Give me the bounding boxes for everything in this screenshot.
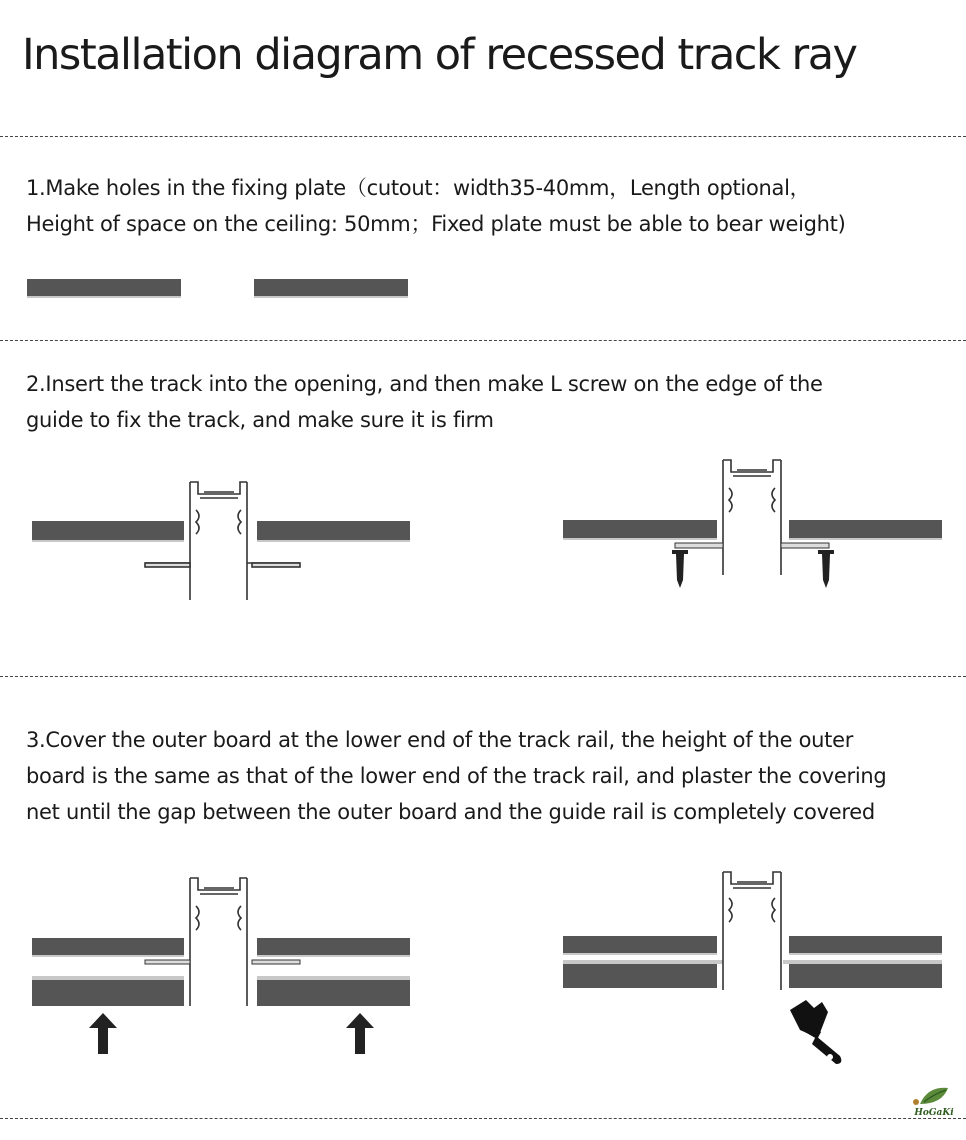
step-2-line-2: guide to fix the track, and make sure it is firm: [26, 408, 494, 432]
step-2-line-1: 2.Insert the track into the opening, and then make L screw on the edge of the: [26, 372, 823, 396]
step-1-line-1: 1.Make holes in the fixing plate（cutout：width35-40mm，Length optional，: [26, 176, 811, 200]
fixing-plate-right: [254, 279, 408, 296]
fixing-plate-left: [27, 279, 181, 296]
screw-icon: [818, 550, 834, 588]
step-2-text: [26, 366, 956, 438]
outer-board-diagram: [32, 878, 410, 1054]
step-3-text: [26, 722, 956, 830]
step-1-line-2: Height of space on the ceiling: 50mm；Fixed plate must be able to bear weight): [26, 212, 846, 236]
step-3-line-3: net until the gap between the outer board and the guide rail is completely covered: [26, 800, 875, 824]
plaster-covering-diagram: [563, 872, 942, 1064]
track-inserted-diagram: [32, 482, 410, 600]
divider: [0, 136, 966, 137]
divider: [0, 340, 966, 341]
page-title: Installation diagram of recessed track ray: [22, 30, 857, 80]
divider: [0, 676, 966, 677]
arrow-up-icon: [89, 1013, 117, 1054]
divider: [0, 1118, 966, 1119]
brand-logo: [906, 1082, 962, 1126]
step-1-illustration: [0, 276, 966, 316]
screw-fixing-diagram: [563, 460, 942, 588]
step-3-illustration: [0, 868, 966, 1068]
arrow-up-icon: [346, 1013, 374, 1054]
logo-text: HoGaKi: [914, 1108, 954, 1118]
step-1-text: [26, 170, 956, 242]
screw-icon: [672, 550, 688, 588]
step-3-line-2: board is the same as that of the lower end of the track rail, and plaster the covering: [26, 764, 887, 788]
paint-brush-icon: [790, 1000, 841, 1064]
step-3-line-1: 3.Cover the outer board at the lower end of the track rail, the height of the outer: [26, 728, 854, 752]
step-2-illustration: [0, 450, 966, 620]
